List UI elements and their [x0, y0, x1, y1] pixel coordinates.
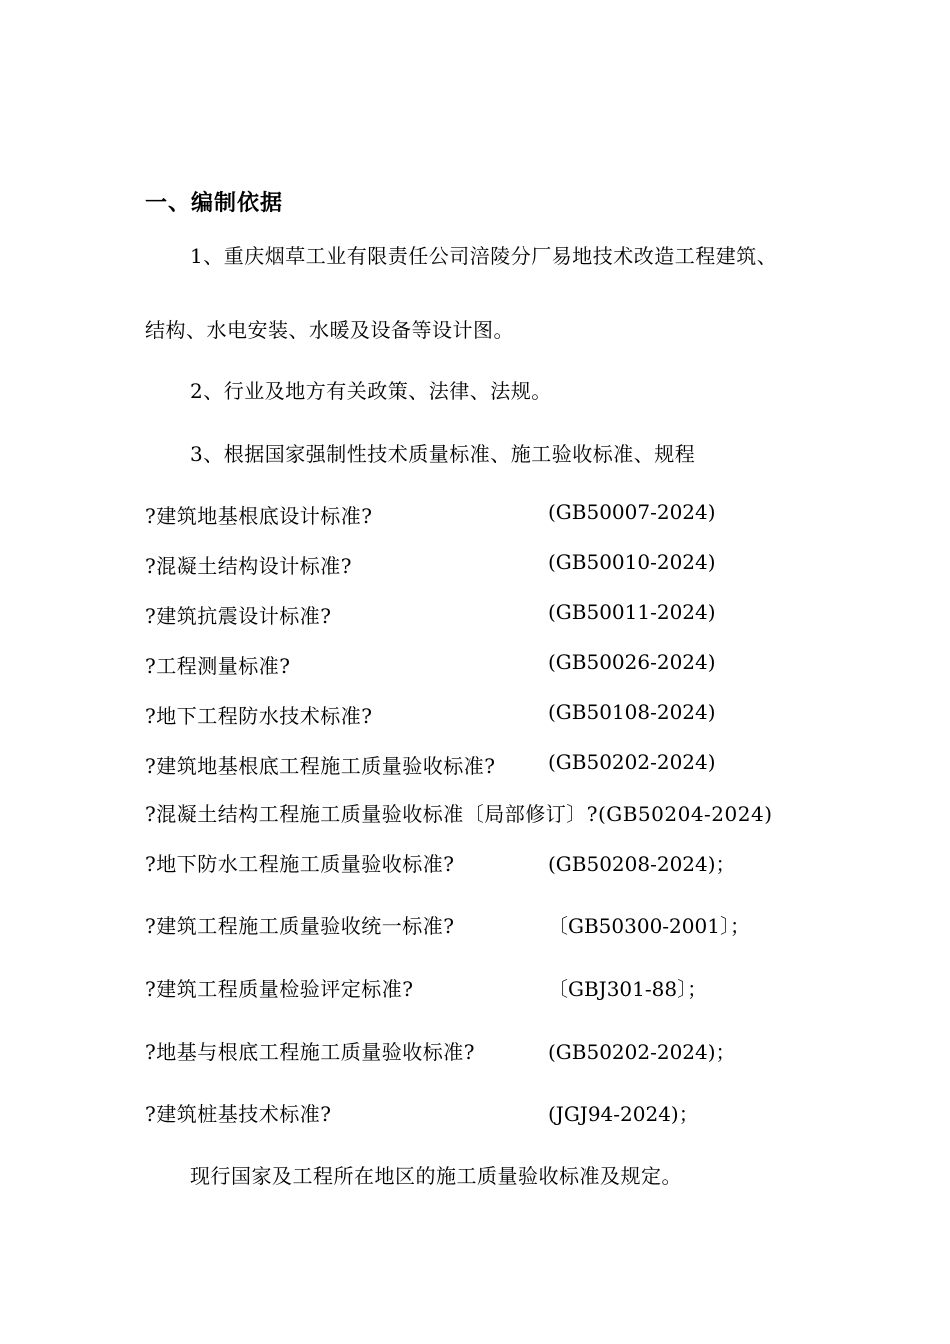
standard-row [145, 750, 845, 778]
standard-code: (GB50108-2024) [548, 700, 716, 724]
section-heading: 一、编制依据 [145, 191, 284, 216]
standard-row [145, 973, 845, 1001]
closing-paragraph: 现行国家及工程所在地区的施工质量验收标准及规定。 [190, 1164, 682, 1188]
standard-code: 〔GBJ301-88〕； [548, 977, 708, 1001]
paragraph-1-line-2: 结构、水电安装、水暖及设备等设计图。 [145, 318, 514, 342]
standard-name: ?混凝土结构设计标准? [145, 554, 352, 578]
paragraph-1-line-1: 1、重庆烟草工业有限责任公司涪陵分厂易地技术改造工程建筑、 [190, 244, 778, 268]
standard-row [145, 1098, 845, 1126]
paragraph-3: 3、根据国家强制性技术质量标准、施工验收标准、规程 [190, 442, 696, 466]
standard-code: 〔GB50300-2001〕； [548, 914, 750, 938]
standard-row [145, 650, 845, 678]
standard-code: (GB50202-2024)； [548, 1040, 736, 1064]
standard-code: (GB50007-2024) [548, 500, 716, 524]
standard-name: ?工程测量标准? [145, 654, 291, 678]
standard-row [145, 798, 845, 826]
standard-name: ?地基与根底工程施工质量验收标准? [145, 1040, 475, 1064]
standard-code: (JGJ94-2024)； [548, 1102, 699, 1126]
standard-row [145, 500, 845, 528]
standard-name: ?混凝土结构工程施工质量验收标准〔局部修订〕?(GB50204-2024) [145, 802, 773, 826]
standard-code: (GB50202-2024) [548, 750, 716, 774]
standard-row [145, 848, 845, 876]
standard-name: ?建筑抗震设计标准? [145, 604, 332, 628]
standard-name: ?建筑工程质量检验评定标准? [145, 977, 414, 1001]
standard-row [145, 700, 845, 728]
standard-row [145, 600, 845, 628]
standard-name: ?建筑工程施工质量验收统一标准? [145, 914, 455, 938]
standard-code: (GB50010-2024) [548, 550, 716, 574]
standard-row [145, 1036, 845, 1064]
standard-name: ?地下工程防水技术标准? [145, 704, 373, 728]
standard-name: ?建筑桩基技术标准? [145, 1102, 332, 1126]
standard-row [145, 550, 845, 578]
standard-name: ?建筑地基根底工程施工质量验收标准? [145, 754, 496, 778]
paragraph-2: 2、行业及地方有关政策、法律、法规。 [190, 379, 552, 403]
standard-row [145, 910, 845, 938]
standard-code: (GB50208-2024)； [548, 852, 736, 876]
standard-code: (GB50011-2024) [548, 600, 716, 624]
standard-name: ?地下防水工程施工质量验收标准? [145, 852, 455, 876]
standard-code: (GB50026-2024) [548, 650, 716, 674]
standard-name: ?建筑地基根底设计标准? [145, 504, 373, 528]
